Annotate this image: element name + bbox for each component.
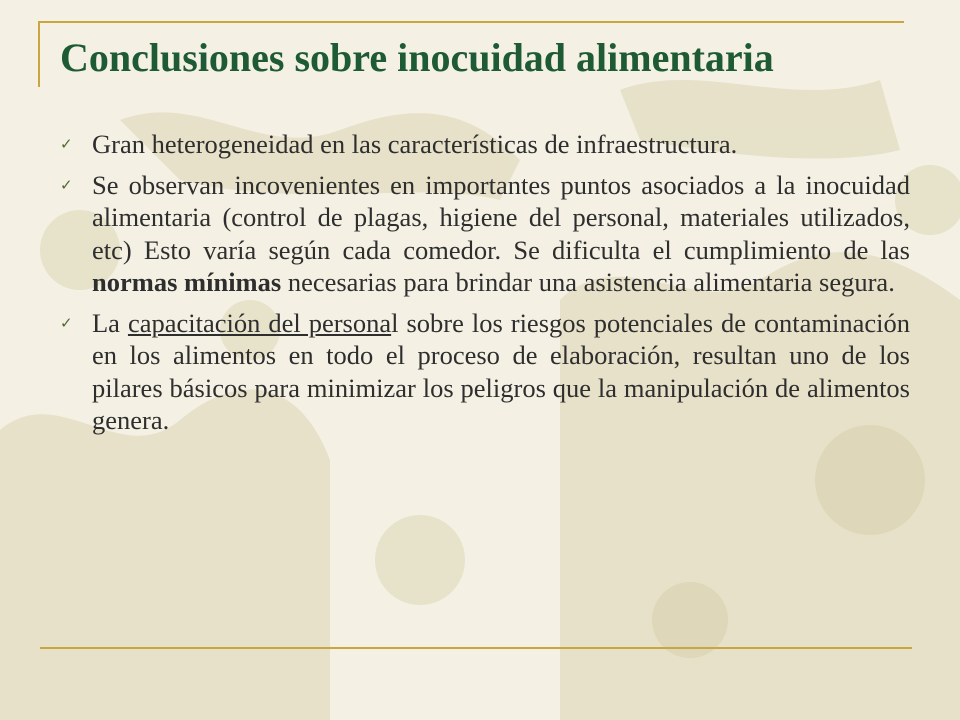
bullet-text-part: La	[92, 307, 128, 338]
bottom-rule	[40, 647, 912, 649]
bullet-item	[60, 169, 910, 299]
bullet-text	[92, 307, 910, 437]
bullet-item	[60, 307, 910, 437]
underlined-emphasis: capacitación del persona	[127, 307, 392, 338]
bullet-text-part: necesarias para brindar una asistencia alimentaria segura.	[281, 267, 895, 297]
bullet-text-part: l sobre los riesgos potenciales de contaminación en los alimentos en todo el proceso de elaboración, resultan uno de los pilares básicos para minimizar los peligros que la manipulación de alimentos genera.	[92, 307, 910, 435]
bullet-text: Gran heterogeneidad en las características de infraestructura.	[92, 129, 738, 159]
checkmark-icon: ✓	[60, 135, 73, 153]
bullet-text-part: Se observan incovenientes en importantes puntos asociados a la inocuidad alimentaria (control de plagas, higiene del personal, materiales utilizados, etc) Esto varía según cada comedor. Se dificulta el cumplimiento de las	[92, 169, 910, 265]
checkmark-icon: ✓	[60, 175, 73, 194]
bullet-list	[60, 128, 910, 445]
bullet-text	[92, 169, 910, 299]
bullet-item	[60, 128, 910, 161]
slide-title: Conclusiones sobre inocuidad alimentaria	[60, 35, 774, 80]
bold-emphasis: normas mínimas	[92, 267, 282, 297]
left-rule	[38, 21, 40, 87]
top-rule	[38, 21, 904, 23]
checkmark-icon: ✓	[60, 313, 73, 332]
